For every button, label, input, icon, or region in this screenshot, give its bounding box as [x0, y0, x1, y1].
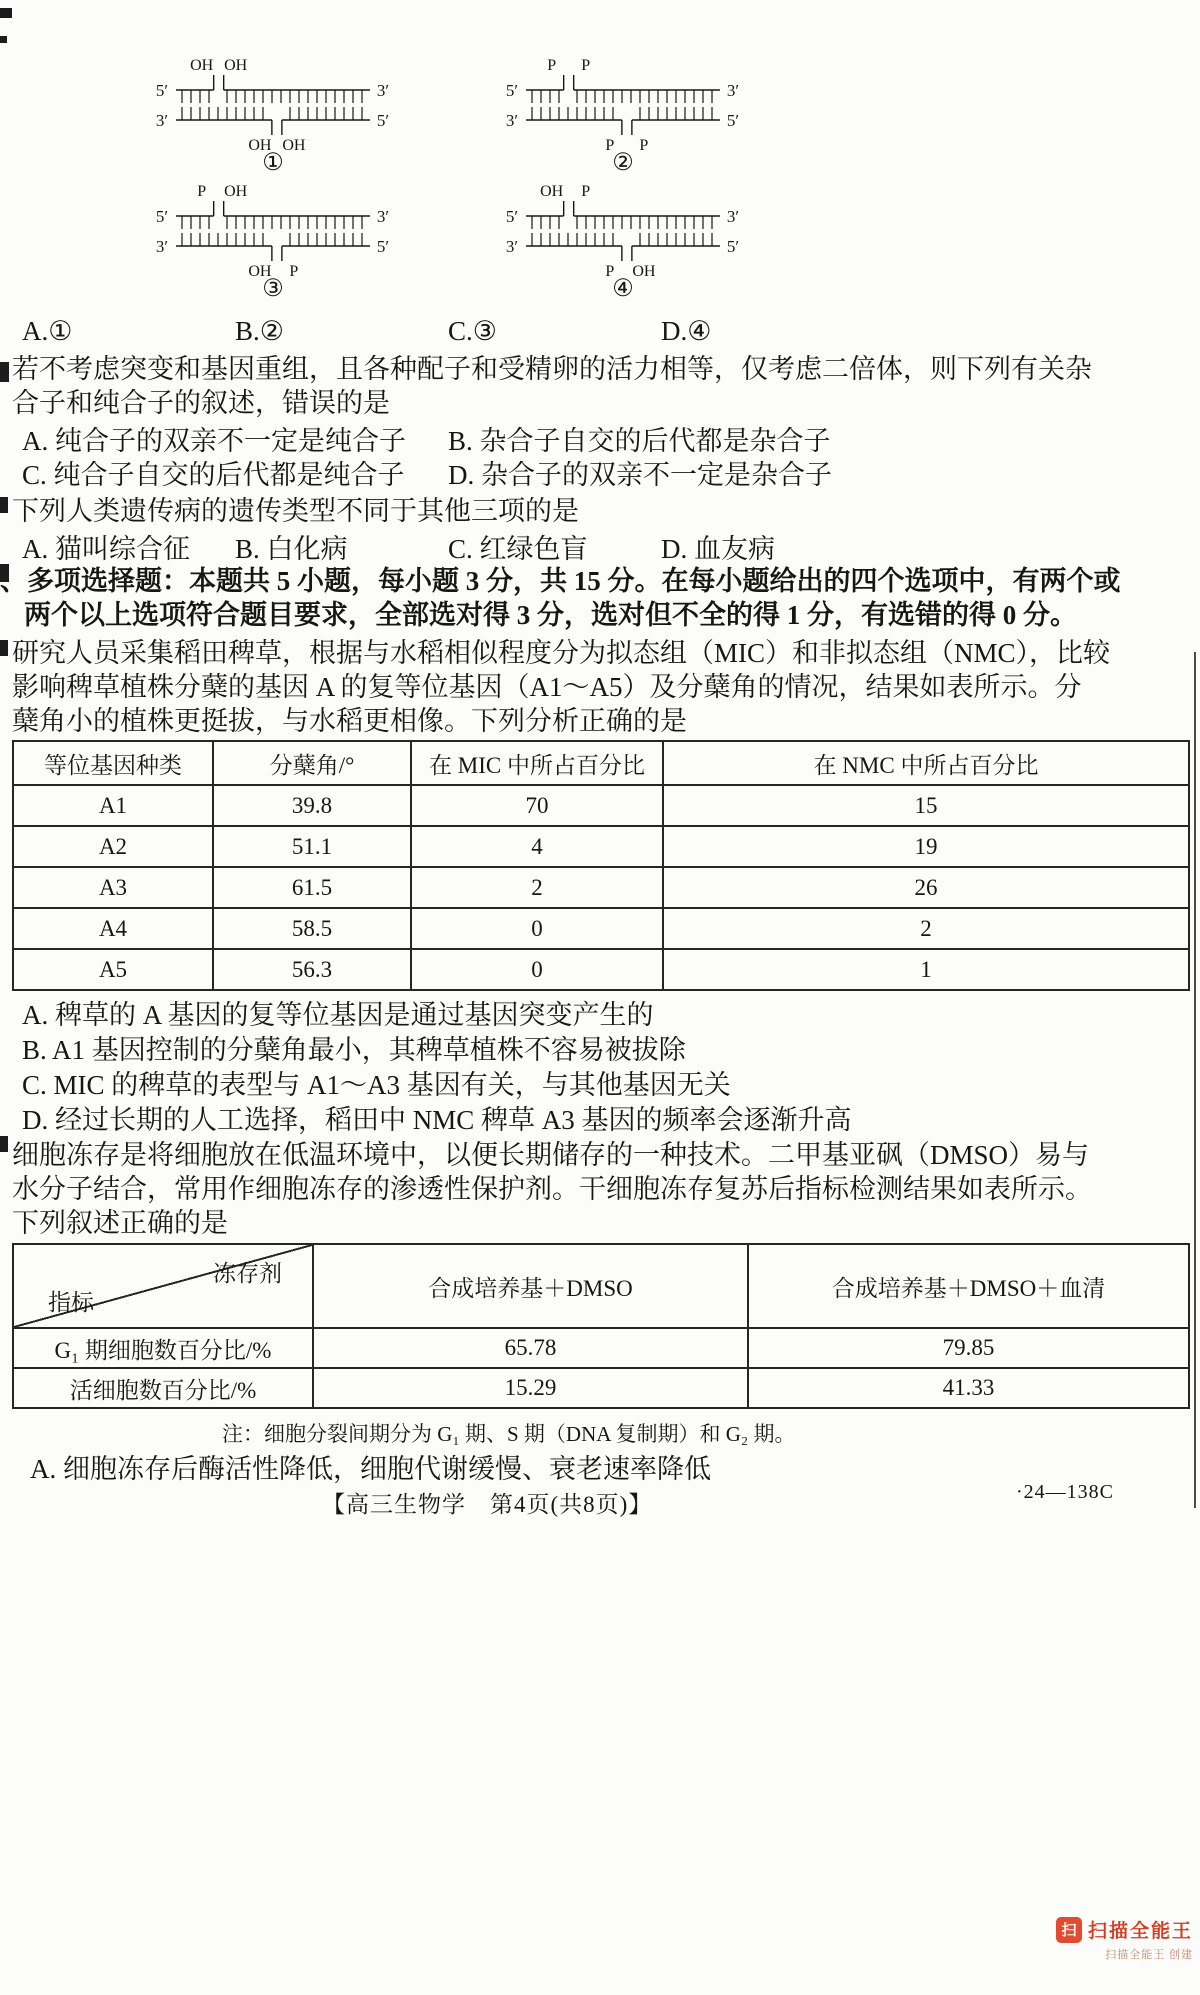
svg-text:5′: 5′	[155, 81, 169, 100]
table-row	[13, 949, 1189, 990]
table-row	[13, 826, 1189, 867]
option-d: D. 经过长期的人工选择，稻田中 NMC 稗草 A3 基因的频率会逐渐升高	[22, 1105, 852, 1135]
dna-diagram-svg	[146, 178, 398, 300]
option-c: C.③	[448, 316, 497, 346]
table-cell: 2	[411, 867, 663, 908]
option-c: C. 纯合子自交的后代都是纯合子	[22, 460, 405, 490]
table-cell: 61.5	[213, 867, 411, 908]
svg-text:3′: 3′	[155, 111, 169, 130]
scan-artifact	[0, 36, 7, 43]
scan-artifact	[0, 1136, 8, 1152]
svg-text:5′: 5′	[726, 237, 740, 256]
svg-text:OH: OH	[190, 57, 214, 74]
table-row	[13, 785, 1189, 826]
table-header-cell: 分蘖角/°	[213, 741, 411, 785]
dna-diagram-svg	[496, 52, 748, 174]
option-c: C. 红绿色盲	[448, 534, 588, 564]
table-cell: 41.33	[748, 1368, 1189, 1408]
dna-diagram-3	[146, 178, 398, 300]
svg-text:3′: 3′	[376, 81, 390, 100]
svg-text:5′: 5′	[505, 207, 519, 226]
table-cell: 56.3	[213, 949, 411, 990]
svg-text:P: P	[289, 263, 299, 280]
table-header-cell: 合成培养基＋DMSO	[313, 1244, 748, 1328]
svg-text:P: P	[581, 57, 591, 74]
table-cell: 26	[663, 867, 1189, 908]
svg-text:3′: 3′	[155, 237, 169, 256]
svg-text:③: ③	[262, 276, 284, 300]
table-row	[13, 908, 1189, 949]
svg-text:OH: OH	[248, 137, 272, 154]
section-header-line-2: 两个以上选项符合题目要求，全部选对得 3 分，选对但不全的得 1 分，有选错的得 0 分。	[24, 600, 1077, 630]
question-line: 下列叙述正确的是	[12, 1208, 228, 1238]
question-line: 细胞冻存是将细胞放在低温环境中，以便长期储存的一种技术。二甲基亚砜（DMSO）易与	[12, 1140, 1090, 1170]
question-line: 若不考虑突变和基因重组，且各种配子和受精卵的活力相等，仅考虑二倍体，则下列有关杂	[12, 354, 1092, 384]
table-cell: 1	[663, 949, 1189, 990]
option-a: A.①	[22, 316, 73, 346]
svg-text:OH: OH	[282, 137, 306, 154]
scan-artifact	[0, 640, 8, 656]
watermark-brand: 扫描全能王	[1088, 1921, 1194, 1942]
dna-diagram-svg	[146, 52, 398, 174]
svg-text:P: P	[581, 183, 591, 200]
option-a: A. 猫叫综合征	[22, 534, 190, 564]
table-header-row	[13, 1244, 1189, 1328]
dna-diagram-1	[146, 52, 398, 174]
question-line: 蘖角小的植株更挺拔，与水稻更相像。下列分析正确的是	[12, 706, 687, 736]
table-cell: 0	[411, 908, 663, 949]
corner-label-top: 冻存剂	[213, 1261, 282, 1286]
svg-text:3′: 3′	[726, 81, 740, 100]
svg-text:5′: 5′	[726, 111, 740, 130]
allele-table	[12, 740, 1190, 991]
table-cell: A4	[13, 908, 213, 949]
svg-text:P: P	[547, 57, 557, 74]
table-cell: 51.1	[213, 826, 411, 867]
table-cell: A2	[13, 826, 213, 867]
svg-text:P: P	[605, 137, 615, 154]
question-line: 影响稗草植株分蘖的基因 A 的复等位基因（A1～A5）及分蘖角的情况，结果如表所示。分	[12, 672, 1082, 702]
diagonal-header-cell	[13, 1244, 313, 1328]
table-cell: A5	[13, 949, 213, 990]
svg-text:3′: 3′	[376, 207, 390, 226]
option-d: D. 杂合子的双亲不一定是杂合子	[448, 460, 832, 490]
svg-text:OH: OH	[540, 183, 564, 200]
dna-question-options	[22, 314, 922, 348]
svg-text:②: ②	[612, 150, 634, 174]
table-note: 注：细胞分裂间期分为 G₁ 期、S 期（DNA 复制期）和 G₂ 期。	[222, 1422, 796, 1446]
scan-artifact	[0, 497, 8, 513]
cryo-question-text	[12, 1138, 1092, 1240]
genetics-question-text	[12, 352, 1092, 420]
table-cell: 15	[663, 785, 1189, 826]
svg-text:3′: 3′	[505, 237, 519, 256]
logo-glyph: 扫	[1061, 1922, 1077, 1939]
grass-question-text	[12, 636, 1110, 738]
table-cell: 4	[411, 826, 663, 867]
svg-text:P: P	[605, 263, 615, 280]
option-c: C. MIC 的稗草的表型与 A1～A3 基因有关，与其他基因无关	[22, 1070, 731, 1100]
disease-question-text: 下列人类遗传病的遗传类型不同于其他三项的是	[12, 496, 579, 526]
cryo-option-a: A. 细胞冻存后酶活性降低，细胞代谢缓慢、衰老速率降低	[30, 1454, 711, 1484]
table-cell: 79.85	[748, 1328, 1189, 1368]
scan-artifact	[0, 8, 12, 18]
table-cell: 0	[411, 949, 663, 990]
svg-text:P: P	[639, 137, 649, 154]
cryo-table	[12, 1243, 1190, 1409]
option-a: A. 纯合子的双亲不一定是纯合子	[22, 426, 406, 456]
table-cell: 活细胞数百分比/%	[13, 1368, 313, 1408]
table-row	[13, 1328, 1189, 1368]
question-line: 合子和纯合子的叙述，错误的是	[12, 388, 390, 418]
scan-edge-line	[1194, 652, 1196, 1508]
watermark-subtext: 扫描全能王 创建	[1105, 1949, 1194, 1961]
option-b: B. A1 基因控制的分蘖角最小，其稗草植株不容易被拔除	[22, 1035, 686, 1065]
table-header-cell: 在 MIC 中所占百分比	[411, 741, 663, 785]
option-b: B. 白化病	[235, 534, 348, 564]
svg-text:5′: 5′	[376, 237, 390, 256]
dna-diagram-2	[496, 52, 748, 174]
svg-text:5′: 5′	[376, 111, 390, 130]
corner-label-bottom: 指标	[48, 1290, 94, 1315]
table-cell: 70	[411, 785, 663, 826]
table-cell: A1	[13, 785, 213, 826]
dna-diagram-4	[496, 178, 748, 300]
section-header-line-1: 、多项选择题：本题共 5 小题，每小题 3 分，共 15 分。在每小题给出的四个选项中，有两个或	[0, 566, 1121, 596]
option-b: B. 杂合子自交的后代都是杂合子	[448, 426, 831, 456]
table-row	[13, 867, 1189, 908]
dna-diagram-svg	[496, 178, 748, 300]
question-line: 研究人员采集稻田稗草，根据与水稻相似程度分为拟态组（MIC）和非拟态组（NMC），比较	[12, 638, 1111, 668]
option-d: D. 血友病	[661, 534, 775, 564]
svg-text:④: ④	[612, 276, 634, 300]
scan-artifact	[0, 362, 9, 382]
table-row	[13, 1368, 1189, 1408]
camscanner-logo-icon	[1056, 1917, 1082, 1943]
disease-question-options	[22, 532, 1122, 566]
table-cell: 19	[663, 826, 1189, 867]
table-cell: 58.5	[213, 908, 411, 949]
table-cell: G₁ 期细胞数百分比/%	[13, 1328, 313, 1368]
table-header-row	[13, 741, 1189, 785]
svg-text:①: ①	[262, 150, 284, 174]
option-a: A. 稗草的 A 基因的复等位基因是通过基因突变产生的	[22, 1000, 654, 1030]
table-cell: 2	[663, 908, 1189, 949]
table-header-cell: 合成培养基＋DMSO＋血清	[748, 1244, 1189, 1328]
svg-text:OH: OH	[248, 263, 272, 280]
svg-text:OH: OH	[224, 57, 248, 74]
svg-text:5′: 5′	[155, 207, 169, 226]
option-b: B.②	[235, 316, 284, 346]
camscanner-watermark	[1056, 1916, 1193, 1962]
page-footer-title: 【高三生物学 第4页(共8页)】	[322, 1492, 653, 1517]
svg-text:OH: OH	[632, 263, 656, 280]
option-d: D.④	[661, 316, 712, 346]
table-cell: 65.78	[313, 1328, 748, 1368]
svg-text:OH: OH	[224, 183, 248, 200]
table-cell: 39.8	[213, 785, 411, 826]
svg-text:3′: 3′	[726, 207, 740, 226]
svg-text:3′: 3′	[505, 111, 519, 130]
genetics-question-options	[22, 424, 832, 492]
table-header-cell: 在 NMC 中所占百分比	[663, 741, 1189, 785]
svg-text:P: P	[197, 183, 207, 200]
table-cell: A3	[13, 867, 213, 908]
question-line: 水分子结合，常用作细胞冻存的渗透性保护剂。干细胞冻存复苏后指标检测结果如表所示。	[12, 1174, 1092, 1204]
table-header-cell: 等位基因种类	[13, 741, 213, 785]
svg-text:5′: 5′	[505, 81, 519, 100]
page-footer-code: ·24—138C	[1016, 1481, 1114, 1503]
table-cell: 15.29	[313, 1368, 748, 1408]
grass-question-options	[22, 998, 852, 1138]
